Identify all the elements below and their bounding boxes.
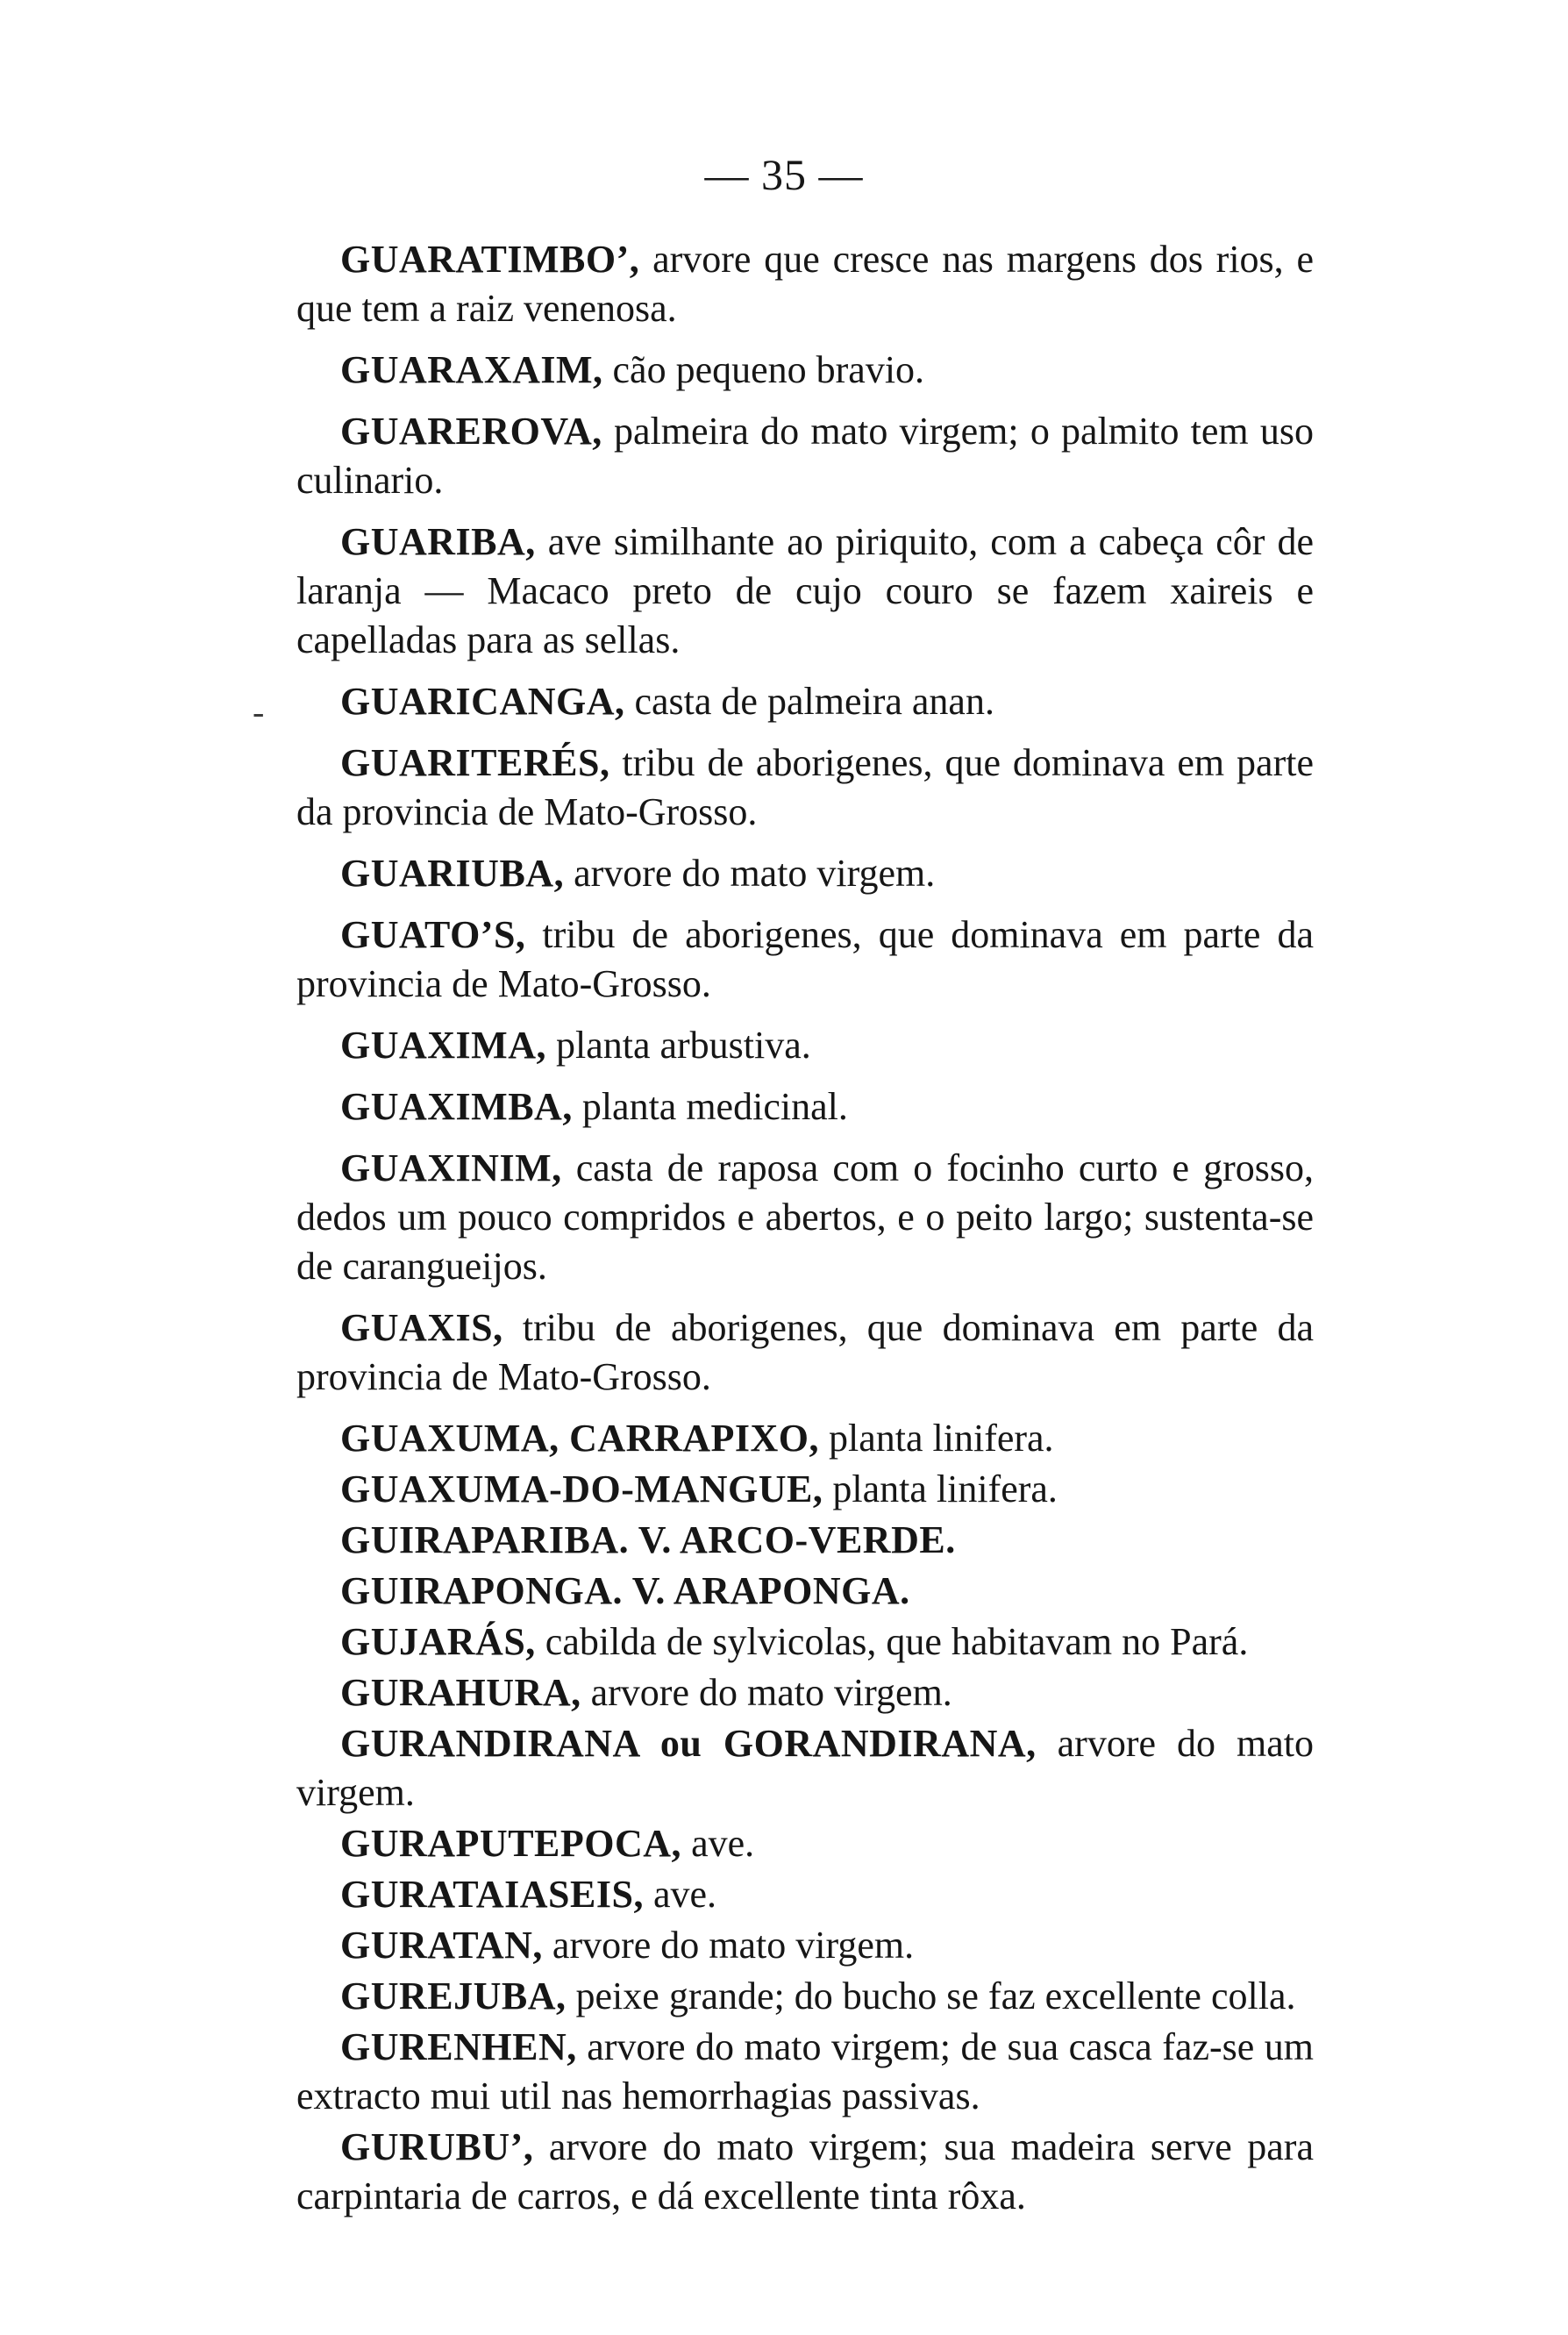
dictionary-entry (296, 677, 1314, 726)
entry-definition: planta arbustiva. (545, 1024, 811, 1067)
dictionary-entry (296, 1021, 1314, 1070)
dictionary-entry (296, 1516, 1314, 1565)
entry-headword: GUARICANGA, (340, 680, 625, 723)
entry-definition: planta medicinal. (572, 1085, 848, 1128)
entry-definition: tribu de aborigenes, que dominava em parte da provincia de Mato-Grosso. (296, 741, 1314, 833)
entry-headword: GUAXUMA, CARRAPIXO, (340, 1417, 820, 1460)
entry-definition: ave similhante ao piriquito, com a cabeça côr de laranja — Macaco preto de cujo couro se fazem xaireis e capelladas para as sellas. (296, 520, 1314, 661)
dictionary-entry (296, 235, 1314, 333)
dictionary-entry (296, 849, 1314, 898)
entry-definition: planta linifera. (819, 1417, 1054, 1460)
dictionary-entry (296, 1303, 1314, 1402)
dictionary-entry (296, 1921, 1314, 1970)
entry-headword: GUIRAPONGA. V. ARAPONGA. (340, 1569, 910, 1612)
entry-headword: GURAHURA, (340, 1671, 581, 1714)
page-number: — 35 — (704, 150, 864, 199)
entry-headword: GUAXIMBA, (340, 1085, 573, 1128)
entry-headword: GURANDIRANA ou GORANDIRANA, (340, 1722, 1037, 1765)
entry-definition: casta de palmeira anan. (624, 680, 994, 723)
entry-definition: casta de raposa com o focinho curto e grosso, dedos um pouco compridos e abertos, e o peito largo; sustenta-se de carangueijos. (296, 1146, 1314, 1288)
entry-headword: GUJARÁS, (340, 1620, 536, 1663)
entry-headword: GUAREROVA, (340, 410, 602, 453)
entry-definition: ave. (643, 1873, 717, 1916)
margin-dash-mark: - (253, 692, 265, 732)
entry-definition: arvore do mato virgem. (542, 1924, 915, 1967)
entry-definition: arvore do mato virgem. (296, 1722, 1314, 1814)
dictionary-entry (296, 739, 1314, 837)
dictionary-entry (296, 518, 1314, 665)
dictionary-entry (296, 1972, 1314, 2021)
entry-definition: tribu de aborigenes, que dominava em parte da provincia de Mato-Grosso. (296, 1306, 1314, 1398)
dictionary-entry (296, 1870, 1314, 1919)
entry-headword: GUAXINIM, (340, 1146, 562, 1189)
dictionary-entries (296, 235, 1314, 2223)
dictionary-entry (296, 1719, 1314, 1817)
dictionary-entry (296, 407, 1314, 505)
entry-definition: arvore do mato virgem. (564, 852, 936, 895)
entry-headword: GURAPUTEPOCA, (340, 1822, 682, 1865)
entry-headword: GUATO’S, (340, 913, 526, 956)
dictionary-entry (296, 1819, 1314, 1868)
entry-headword: GURATAIASEIS, (340, 1873, 644, 1916)
entry-headword: GURENHEN, (340, 2025, 577, 2068)
dictionary-entry (296, 910, 1314, 1009)
entry-definition: ave. (681, 1822, 755, 1865)
dictionary-entry (296, 1465, 1314, 1514)
entry-headword: GUAXIMA, (340, 1024, 546, 1067)
entry-definition: cabilda de sylvicolas, que habitavam no Pará. (535, 1620, 1249, 1663)
entry-headword: GUIRAPARIBA. V. ARCO-VERDE. (340, 1518, 956, 1561)
dictionary-entry (296, 1668, 1314, 1717)
entry-headword: GUARIUBA, (340, 852, 565, 895)
entry-definition: cão pequeno bravio. (602, 348, 925, 391)
entry-definition: arvore do mato virgem. (581, 1671, 952, 1714)
entry-definition: peixe grande; do bucho se faz excellente colla. (566, 1974, 1296, 2017)
dictionary-entry (296, 1414, 1314, 1463)
entry-headword: GURATAN, (340, 1924, 543, 1967)
entry-headword: GUREJUBA, (340, 1974, 567, 2017)
dictionary-entry (296, 1617, 1314, 1667)
entry-headword: GUARITERÉS, (340, 741, 610, 784)
entry-headword: GUAXUMA-DO-MANGUE, (340, 1467, 823, 1510)
entry-definition: palmeira do mato virgem; o palmito tem uso culinario. (296, 410, 1314, 502)
entry-headword: GUARIBA, (340, 520, 536, 563)
dictionary-entry (296, 2123, 1314, 2221)
entry-definition: arvore do mato virgem; de sua casca faz-se um extracto mui util nas hemorrhagias passivas. (296, 2025, 1314, 2117)
entry-headword: GUARAXAIM, (340, 348, 603, 391)
dictionary-entry (296, 2023, 1314, 2121)
dictionary-entry (296, 1082, 1314, 1132)
dictionary-entry (296, 1144, 1314, 1291)
entry-definition: tribu de aborigenes, que dominava em parte da provincia de Mato-Grosso. (296, 913, 1314, 1005)
entry-definition: arvore que cresce nas margens dos rios, e que tem a raiz venenosa. (296, 238, 1314, 330)
entry-headword: GUARATIMBO’, (340, 238, 640, 281)
entry-headword: GURUBU’, (340, 2125, 534, 2168)
entry-definition: arvore do mato virgem; sua madeira serve para carpintaria de carros, e dá excellente tinta rôxa. (296, 2125, 1314, 2217)
dictionary-entry (296, 346, 1314, 395)
entry-headword: GUAXIS, (340, 1306, 503, 1349)
entry-definition: planta linifera. (823, 1467, 1058, 1510)
dictionary-entry (296, 1567, 1314, 1616)
